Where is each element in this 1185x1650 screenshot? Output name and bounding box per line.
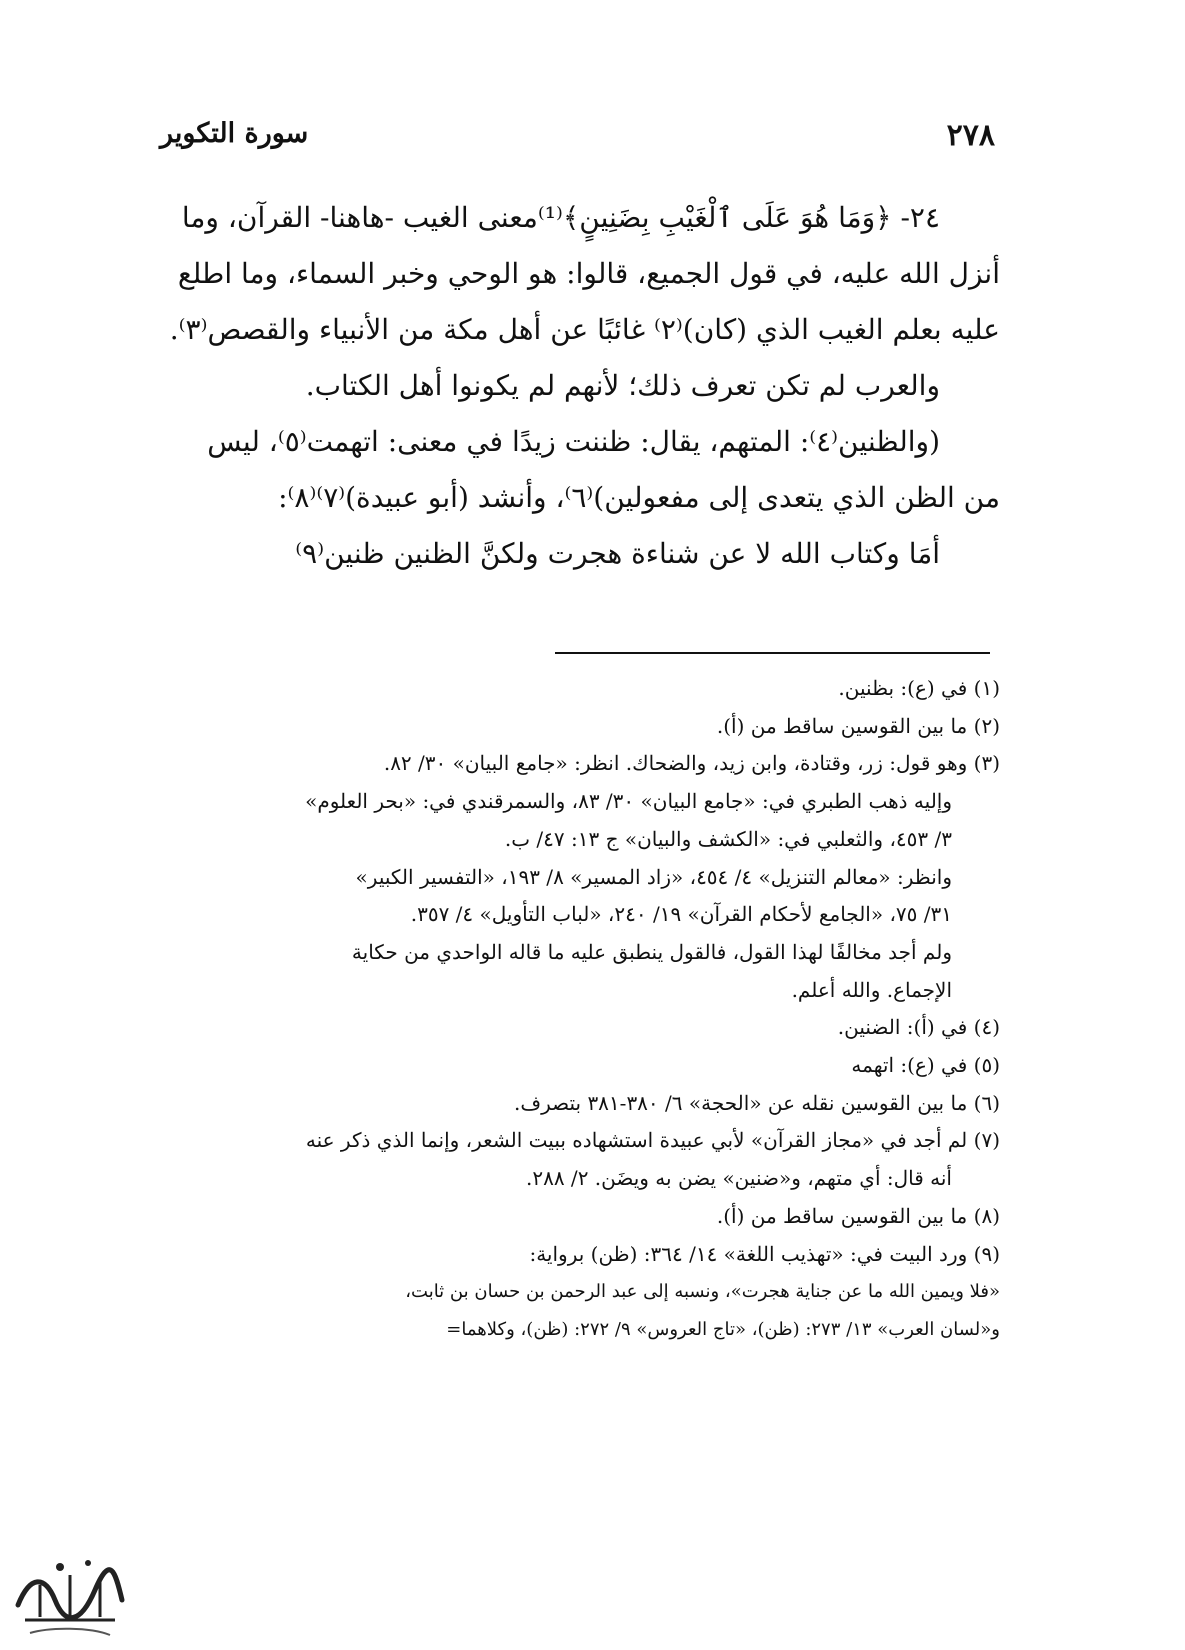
footnote-continuation: ٣/ ٤٥٣، والثعلبي في: «الكشف والبيان» ج ١٣: ٤٧/ ب. bbox=[504, 826, 952, 851]
text-line: والعرب لم تكن تعرف ذلك؛ لأنهم لم يكونوا أهل الكتاب. bbox=[305, 369, 940, 402]
footnote-continuation: ولم أجد مخالفًا لهذا القول، فالقول ينطبق عليه ما قاله الواحدي من حكاية bbox=[351, 939, 952, 964]
text-line: عليه بعلم الغيب الذي (كان)⁽٢⁾ غائبًا عن أهل مكة من الأنبياء والقصص⁽٣⁾. bbox=[169, 313, 1000, 346]
footnote: (٦) ما بين القوسين نقله عن «الحجة» ٦/ ٣٨٠-٣٨١ بتصرف. bbox=[514, 1090, 1000, 1115]
footnote: (١) في (ع): بظنين. bbox=[838, 676, 1000, 700]
main-text bbox=[140, 190, 1000, 582]
footnote-continuation: ٣١/ ٧٥، «الجامع لأحكام القرآن» ١٩/ ٢٤٠، «لباب التأويل» ٤/ ٣٥٧. bbox=[410, 902, 952, 927]
text-line: من الظن الذي يتعدى إلى مفعولين)⁽٦⁾، وأنشد (أبو عبيدة)⁽٧⁾⁽٨⁾: bbox=[278, 481, 1000, 514]
footnote: (٩) ورد البيت في: «تهذيب اللغة» ١٤/ ٣٦٤: (ظن) برواية: bbox=[529, 1241, 1000, 1266]
surah-title: سورة التكوير bbox=[160, 118, 309, 149]
footnotes bbox=[135, 670, 1000, 1349]
page-header bbox=[160, 118, 995, 168]
footnote: (٤) في (أ): الضنين. bbox=[837, 1015, 1000, 1040]
footnote-continuation: وإليه ذهب الطبري في: «جامع البيان» ٣٠/ ٨٣، والسمرقندي في: «بحر العلوم» bbox=[305, 789, 952, 814]
footnote-continuation: أنه قال: أي متهم، و«ضنين» يضن به ويضَن. ٢/ ٢٨٨. bbox=[525, 1166, 952, 1191]
footnote-continuation: «فلا ويمين الله ما عن جناية هجرت»، ونسبه إلى عبد الرحمن بن حسان بن ثابت، bbox=[405, 1281, 1000, 1303]
footnote: (٨) ما بين القوسين ساقط من (أ). bbox=[716, 1203, 1000, 1228]
footnote-continuation: الإجماع. والله أعلم. bbox=[791, 977, 952, 1002]
poetry-verse: أمَا وكتاب الله لا عن شناءة هجرت ولكنَّ الظنين ظنين⁽٩⁾ bbox=[295, 537, 940, 570]
footnote: (٧) لم أجد في «مجاز القرآن» لأبي عبيدة استشهاده ببيت الشعر، وإنما الذي ذكر عنه bbox=[305, 1128, 1000, 1153]
text-line: (والظنين⁽٤⁾: المتهم، يقال: ظننت زيدًا في معنى: اتهمت⁽٥⁾، ليس bbox=[207, 425, 940, 458]
footnote: (٢) ما بين القوسين ساقط من (أ). bbox=[716, 713, 1000, 738]
footnote-continuation: و«لسان العرب» ١٣/ ٢٧٣: (ظن)، «تاج العروس» ٩/ ٢٧٢: (ظن)، وكلاهما= bbox=[446, 1318, 1000, 1340]
page-number: ٢٧٨ bbox=[946, 118, 995, 153]
footnote-continuation: وانظر: «معالم التنزيل» ٤/ ٤٥٤، «زاد المسير» ٨/ ١٩٣، «التفسير الكبير» bbox=[355, 864, 952, 889]
text-line: أنزل الله عليه، في قول الجميع، قالوا: هو الوحي وخبر السماء، وما اطلع bbox=[177, 257, 1000, 290]
publisher-logo-icon bbox=[10, 1545, 130, 1645]
text-line: ٢٤- ﴿وَمَا هُوَ عَلَى ٱلْغَيْبِ بِضَنِينٍ﴾⁽¹⁾معنى الغيب -هاهنا- القرآن، وما bbox=[181, 201, 940, 234]
footnote: (٣) وهو قول: زر، وقتادة، وابن زيد، والضحاك. انظر: «جامع البيان» ٣٠/ ٨٢. bbox=[383, 751, 1000, 776]
footnote: (٥) في (ع): اتهمه bbox=[851, 1053, 1000, 1078]
footnote-separator bbox=[555, 652, 990, 654]
